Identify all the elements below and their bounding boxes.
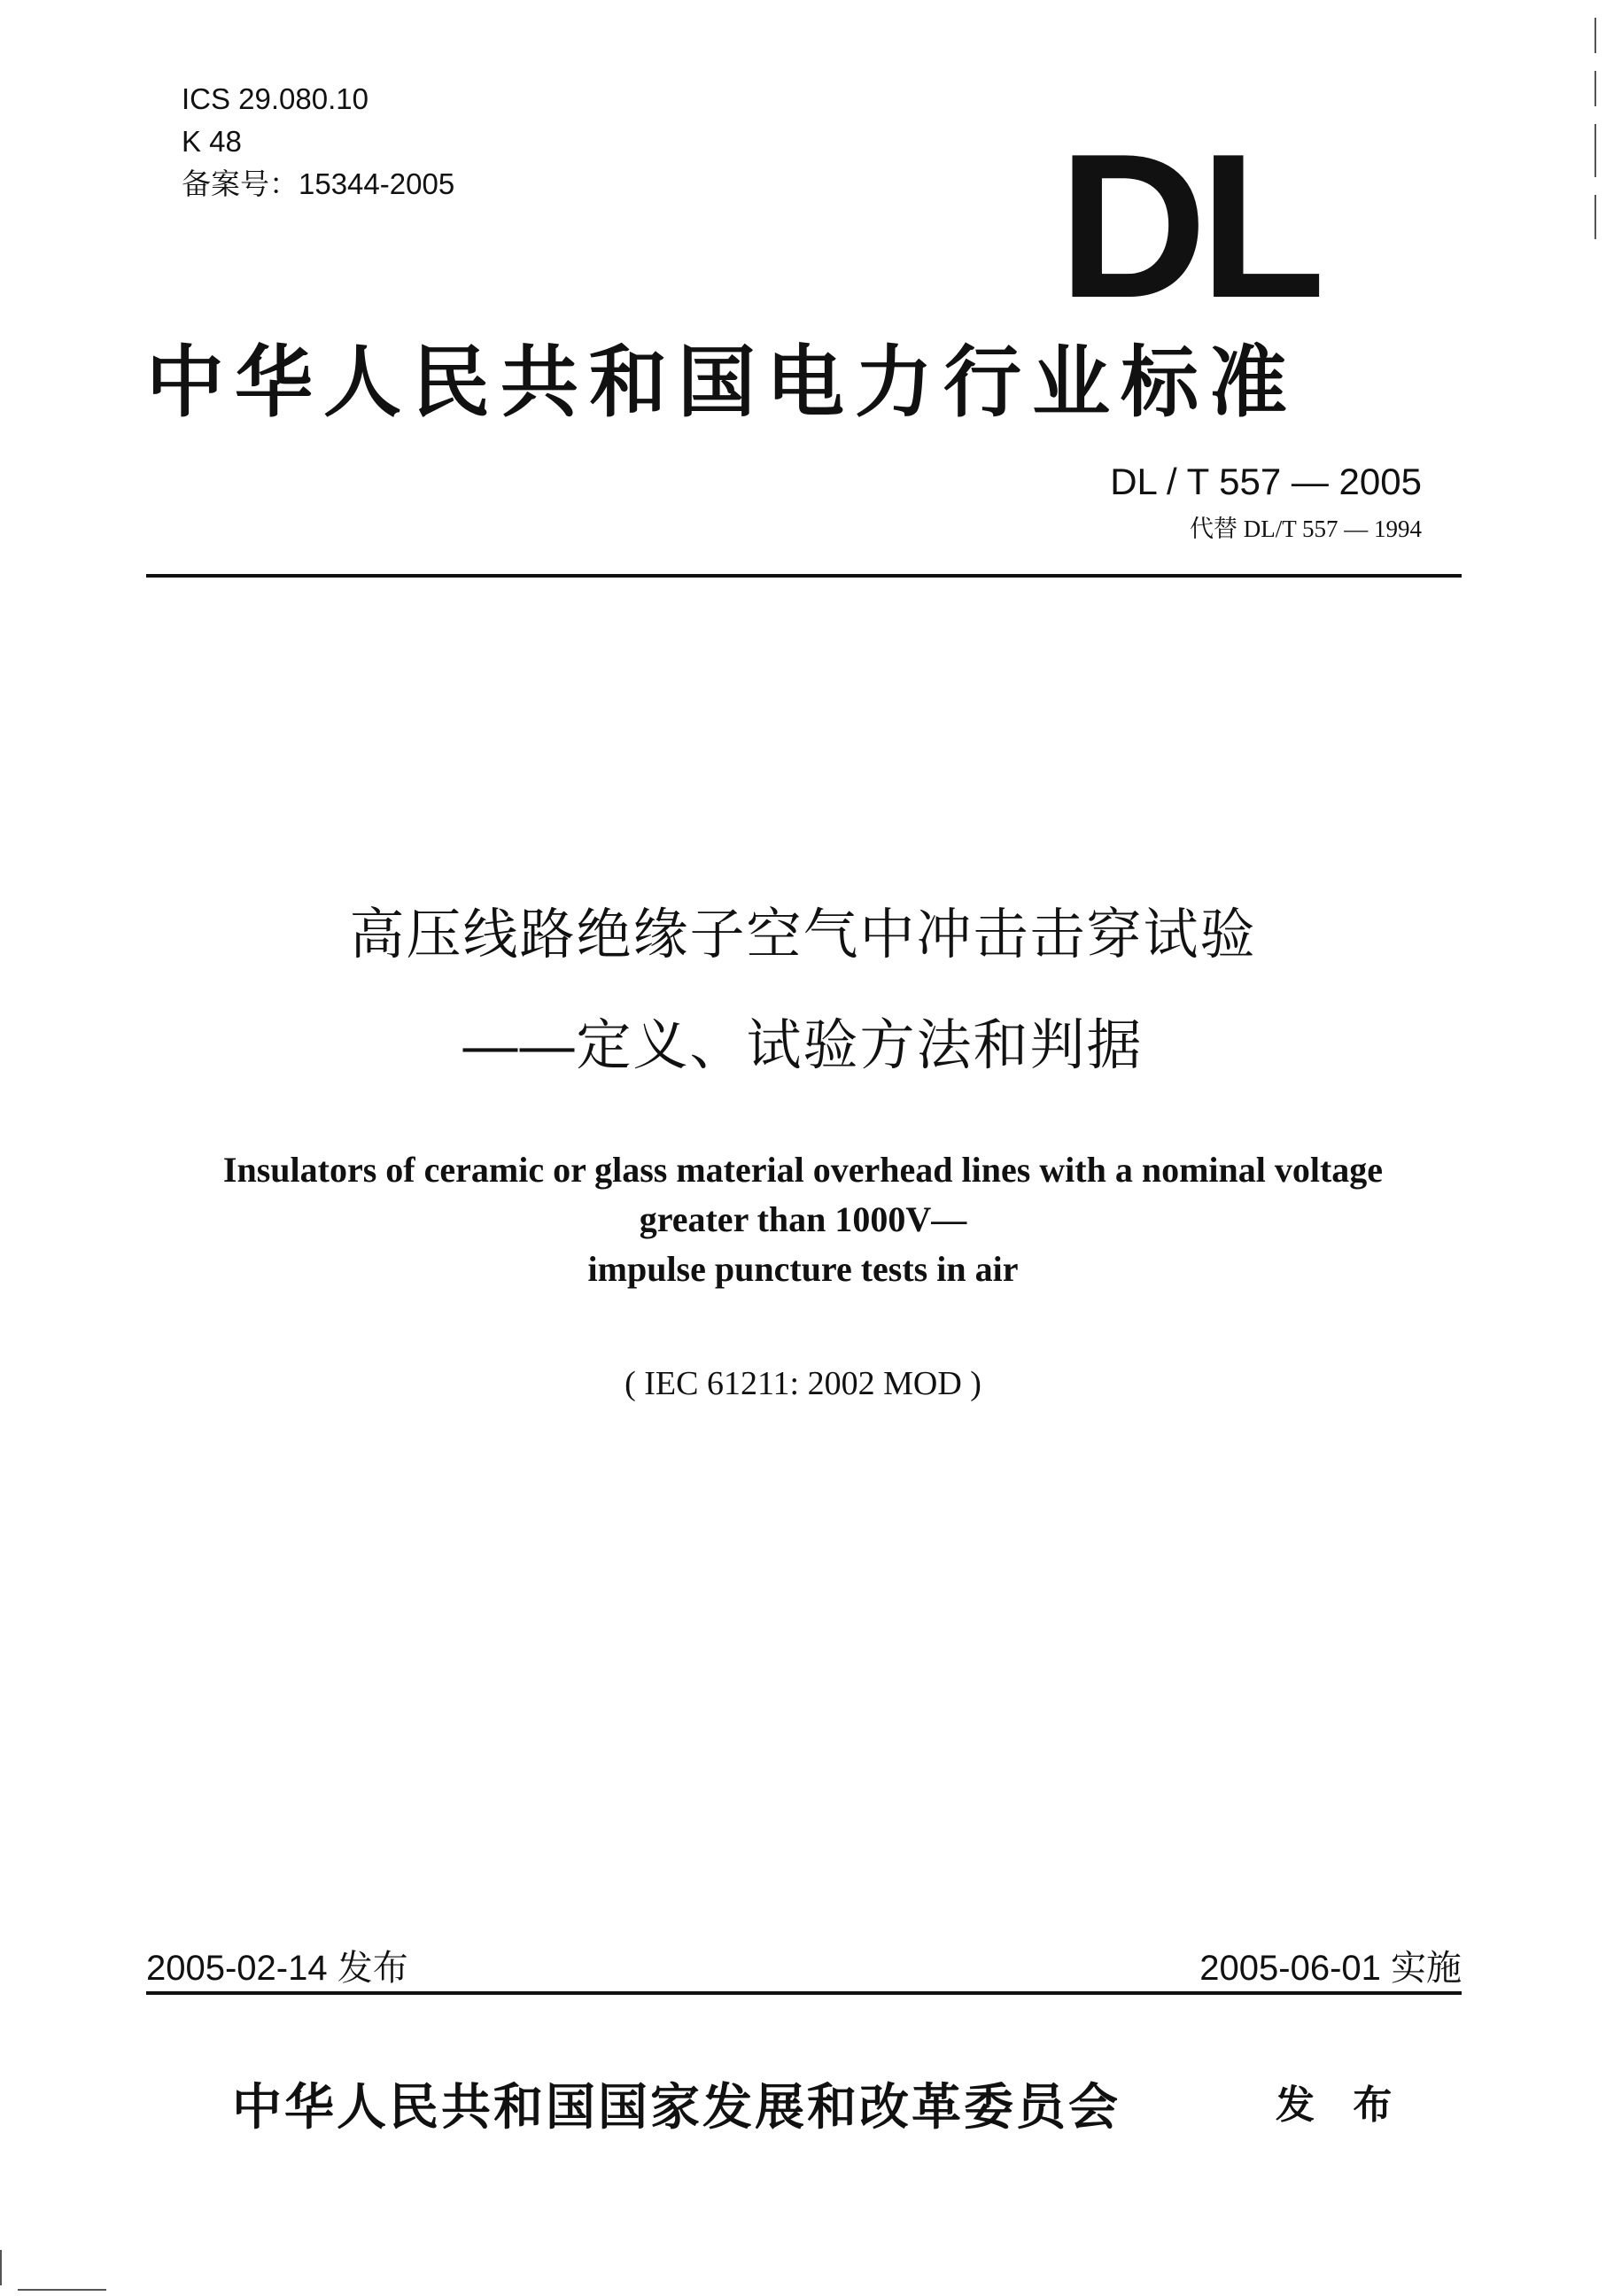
header-divider: [146, 574, 1462, 578]
iec-reference: ( IEC 61211: 2002 MOD ): [625, 1365, 981, 1402]
scan-edge-mark: [1594, 124, 1596, 177]
publisher-name: 中华人民共和国国家发展和改革委员会: [232, 2078, 1121, 2137]
scan-edge-mark: [18, 2289, 106, 2291]
publish-label: 发 布: [1276, 2083, 1405, 2128]
scan-edge-mark: [0, 2250, 2, 2285]
title-en: [0, 1145, 1606, 1294]
title-en-line1: Insulators of ceramic or glass material overhead lines with a nominal voltage: [222, 1150, 1384, 1190]
national-standard-title: 中华人民共和国电力行业标准: [146, 336, 1299, 428]
standard-code: DL / T 557 — 2005: [1110, 461, 1422, 502]
scan-edge-mark: [1594, 195, 1596, 239]
title-en-line2: greater than 1000V—: [639, 1199, 967, 1239]
ics-code: ICS 29.080.10: [182, 82, 369, 115]
title-zh-line2: ——定义、试验方法和判据: [462, 1015, 1144, 1076]
effective-date: 2005-06-01 实施: [1199, 1949, 1462, 1988]
title-en-line3: impulse puncture tests in air: [587, 1249, 1019, 1289]
filing-number: 备案号：15344-2005: [182, 167, 455, 200]
classification-block: [182, 78, 454, 206]
footer-divider: [146, 1991, 1462, 1995]
class-code: K 48: [182, 125, 242, 158]
issue-date: 2005-02-14 发布: [146, 1949, 408, 1988]
title-zh-line1: 高压线路绝缘子空气中冲击击穿试验: [349, 904, 1257, 966]
scan-edge-mark: [1594, 71, 1596, 106]
scan-edge-mark: [1594, 18, 1596, 53]
dl-logo: DL: [1059, 112, 1319, 341]
replaced-standard: 代替 DL/T 557 — 1994: [1190, 516, 1422, 542]
